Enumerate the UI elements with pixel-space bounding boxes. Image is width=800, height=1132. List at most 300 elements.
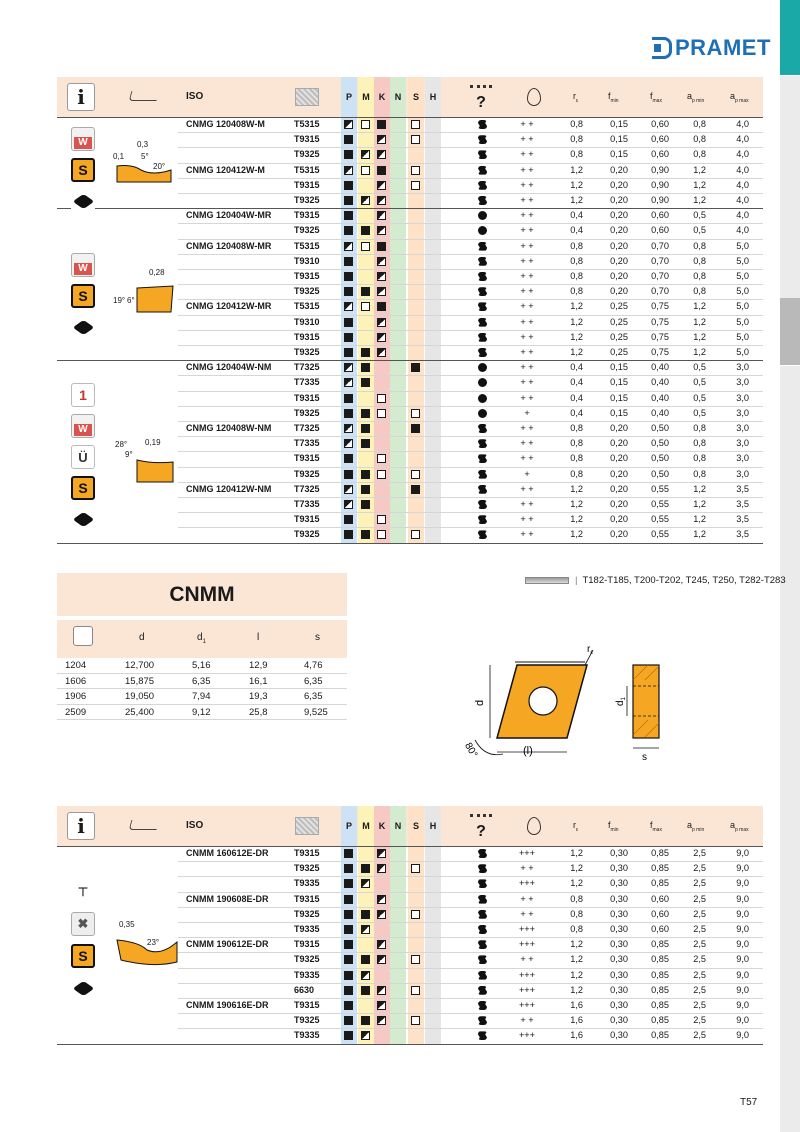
rating: + + xyxy=(520,271,534,281)
apmax-value: 4,0 xyxy=(736,164,749,175)
fmax-value: 0,70 xyxy=(651,255,669,266)
chipbreaker-dot-icon xyxy=(478,378,487,387)
fmax-value: 0,60 xyxy=(651,119,669,129)
chipbreaker-wave-icon xyxy=(478,150,487,159)
apmin-value: 0,8 xyxy=(693,423,706,433)
table-row[interactable] xyxy=(57,421,763,436)
chipbreaker-wave-icon xyxy=(478,120,487,129)
fmax-value: 0,40 xyxy=(651,377,669,388)
chipbreaker-wave-icon xyxy=(478,348,487,357)
suitability-m-icon xyxy=(361,166,370,175)
table-row[interactable] xyxy=(57,892,763,907)
profile-dimension-label: 20° xyxy=(153,162,166,171)
table-row[interactable] xyxy=(57,223,763,238)
suitability-p-icon xyxy=(344,1001,353,1010)
insert-shape-icon xyxy=(71,189,95,213)
row-divider xyxy=(178,193,763,194)
group-divider xyxy=(57,1044,763,1045)
re-value: 1,2 xyxy=(570,863,583,874)
dim-l: 16,1 xyxy=(249,675,268,687)
fmin-value: 0,30 xyxy=(610,924,628,934)
apmin-value: 2,5 xyxy=(693,1015,706,1026)
tool-icon: ⊤ xyxy=(71,880,95,904)
chipbreaker-geometry-icon xyxy=(129,91,160,101)
toolholder-divider: | xyxy=(575,575,578,586)
suitability-p-icon xyxy=(344,242,353,251)
table-row[interactable] xyxy=(57,846,763,861)
rating: + + xyxy=(520,347,534,357)
rating: + + xyxy=(520,179,534,190)
s-icon: S xyxy=(71,476,95,500)
row-divider xyxy=(178,254,763,255)
suitability-m-icon xyxy=(361,1031,370,1040)
table-row[interactable] xyxy=(57,482,763,497)
iso-designation: CNMG 120408W-MR xyxy=(186,240,272,251)
chipbreaker-wave-icon xyxy=(478,955,487,964)
iso-designation: CNMG 120408W-M xyxy=(186,119,265,129)
row-divider xyxy=(178,968,763,969)
suitability-k-icon xyxy=(377,242,386,251)
insert-shape-icon xyxy=(71,976,95,1000)
re-value: 0,8 xyxy=(570,468,583,479)
dim-size: 2509 xyxy=(65,706,87,718)
chipbreaker-wave-icon xyxy=(478,500,487,509)
row-divider xyxy=(178,467,763,468)
dimension-row[interactable] xyxy=(57,689,347,705)
suitability-k-icon xyxy=(377,1016,386,1025)
table-row[interactable] xyxy=(57,998,763,1013)
chipbreaker-wave-icon xyxy=(478,135,487,144)
row-divider xyxy=(178,937,763,938)
suitability-p-icon xyxy=(344,287,353,296)
suitability-m-icon xyxy=(361,150,370,159)
fmin-value: 0,30 xyxy=(610,1000,628,1010)
suitability-k-icon xyxy=(377,454,386,463)
table-row[interactable] xyxy=(57,512,763,527)
chipbreaker-wave-icon xyxy=(478,879,487,888)
grade: T7325 xyxy=(294,423,320,433)
suitability-p-icon xyxy=(344,879,353,888)
grade: T9315 xyxy=(294,514,320,525)
row-divider xyxy=(178,998,763,999)
apmax-value: 5,0 xyxy=(736,240,749,251)
chipbreaker-wave-icon xyxy=(478,485,487,494)
grade: T9325 xyxy=(294,908,320,919)
fmax-value: 0,85 xyxy=(651,954,669,965)
profile-dimension-label: 23° xyxy=(147,938,160,947)
rating: + + xyxy=(520,453,534,464)
apmax-value: 9,0 xyxy=(736,924,749,934)
suitability-m-icon xyxy=(361,971,370,980)
dim-size: 1606 xyxy=(65,675,87,687)
table-row[interactable] xyxy=(57,983,763,998)
fmin-value: 0,15 xyxy=(610,362,628,373)
table-row[interactable] xyxy=(57,876,763,891)
re-value: 0,4 xyxy=(570,210,583,221)
material-header-n: N xyxy=(390,77,406,117)
table-row[interactable] xyxy=(57,208,763,223)
table-row[interactable] xyxy=(57,330,763,345)
suitability-k-icon xyxy=(377,120,386,129)
suitability-k-icon xyxy=(377,864,386,873)
fmin-value: 0,20 xyxy=(610,438,628,449)
apmin-value: 2,5 xyxy=(693,969,706,980)
profile-dimension-label: 0,28 xyxy=(149,268,165,277)
info-icon: i xyxy=(67,812,95,840)
suitability-p-icon xyxy=(344,120,353,129)
rating: + + xyxy=(520,149,534,160)
suitability-p-icon xyxy=(344,409,353,418)
row-divider xyxy=(178,375,763,376)
rating: + + xyxy=(520,377,534,388)
table-row[interactable] xyxy=(57,1013,763,1028)
rating: +++ xyxy=(518,1030,536,1041)
cutting-edge-profile xyxy=(113,920,183,966)
apmin-value: 1,2 xyxy=(693,483,706,494)
row-divider xyxy=(178,1013,763,1014)
table-row[interactable] xyxy=(57,861,763,876)
info-icon: i xyxy=(67,83,95,111)
row-divider xyxy=(178,1028,763,1029)
fmin-value: 0,20 xyxy=(610,195,628,205)
re-header: $r_\varepsilon$ xyxy=(573,91,579,104)
table-row[interactable] xyxy=(57,239,763,254)
iso-designation: CNMM 190616E-DR xyxy=(186,1000,269,1010)
active-section-tab xyxy=(780,0,800,76)
material-header-s: S xyxy=(408,806,424,846)
apmax-header: $a_{p max}$ xyxy=(730,91,749,104)
suitability-k-icon xyxy=(377,895,386,904)
fmax-value: 0,85 xyxy=(651,969,669,980)
chipbreaker-wave-icon xyxy=(478,454,487,463)
apmax-value: 3,0 xyxy=(736,423,749,433)
grade: T9335 xyxy=(294,878,320,889)
fmax-value: 0,85 xyxy=(651,1000,669,1010)
apmin-value: 0,8 xyxy=(693,119,706,129)
s-icon: S xyxy=(71,284,95,308)
apmax-value: 4,0 xyxy=(736,179,749,190)
re-value: 0,8 xyxy=(570,924,583,934)
apmax-value: 3,0 xyxy=(736,468,749,479)
material-header-h: H xyxy=(425,806,441,846)
fmax-value: 0,85 xyxy=(651,848,669,858)
rating: +++ xyxy=(518,1000,536,1010)
rating: + + xyxy=(520,286,534,297)
table-row[interactable] xyxy=(57,391,763,406)
table-row[interactable] xyxy=(57,117,763,132)
chipbreaker-wave-icon xyxy=(478,1016,487,1025)
suitability-k-icon xyxy=(377,226,386,235)
suitability-p-icon xyxy=(344,211,353,220)
row-divider xyxy=(178,451,763,452)
re-value: 1,2 xyxy=(570,499,583,509)
drawing-re-label: $r_\varepsilon$ xyxy=(587,644,594,656)
apmin-value: 0,8 xyxy=(693,240,706,251)
apmin-value: 1,2 xyxy=(693,529,706,540)
fmax-value: 0,60 xyxy=(651,893,669,904)
material-texture-icon xyxy=(295,817,319,835)
fmax-value: 0,90 xyxy=(651,195,669,205)
apmin-value: 0,5 xyxy=(693,392,706,403)
suitability-m-icon xyxy=(361,986,370,995)
chipbreaker-wave-icon xyxy=(478,849,487,858)
grade: T9325 xyxy=(294,1015,320,1026)
apmax-value: 9,0 xyxy=(736,1015,749,1026)
chipbreaker-wave-icon xyxy=(478,910,487,919)
grade: T5315 xyxy=(294,119,320,129)
re-value: 1,2 xyxy=(570,969,583,980)
grade: T9325 xyxy=(294,347,320,357)
grade: T9310 xyxy=(294,255,320,266)
table-row[interactable] xyxy=(57,375,763,390)
dim-s: 6,35 xyxy=(304,691,323,702)
fmax-value: 0,60 xyxy=(651,924,669,934)
row-divider xyxy=(178,163,763,164)
fmin-value: 0,20 xyxy=(610,453,628,464)
rating: + + xyxy=(520,331,534,342)
suitability-k-icon xyxy=(377,302,386,311)
fmax-value: 0,75 xyxy=(651,331,669,342)
chipbreaker-dot-icon xyxy=(478,226,487,235)
fmin-value: 0,30 xyxy=(610,848,628,858)
grade: T9335 xyxy=(294,924,320,934)
w-icon: W xyxy=(71,414,95,438)
row-divider xyxy=(178,315,763,316)
grade: T7325 xyxy=(294,362,320,373)
rating: + + xyxy=(520,119,534,129)
cross-icon: ✖ xyxy=(71,912,95,936)
suitability-p-icon xyxy=(344,454,353,463)
row-divider xyxy=(178,983,763,984)
suitability-p-icon xyxy=(344,181,353,190)
apmin-value: 0,5 xyxy=(693,407,706,418)
table-row[interactable] xyxy=(57,254,763,269)
table-row[interactable] xyxy=(57,527,763,542)
suitability-k-icon xyxy=(377,181,386,190)
group-divider xyxy=(57,543,763,544)
suitability-s-icon xyxy=(411,470,420,479)
suitability-m-icon xyxy=(361,439,370,448)
material-texture-icon xyxy=(295,88,319,106)
re-value: 1,6 xyxy=(570,1030,583,1041)
iso-column-header: ISO xyxy=(186,91,204,102)
suitability-p-icon xyxy=(344,971,353,980)
apmax-value: 9,0 xyxy=(736,969,749,980)
suitability-m-icon xyxy=(361,378,370,387)
grade: T9325 xyxy=(294,468,320,479)
rating: + + xyxy=(520,908,534,919)
suitability-p-icon xyxy=(344,424,353,433)
fmin-value: 0,20 xyxy=(610,286,628,297)
grade: T9325 xyxy=(294,149,320,160)
suitability-s-icon xyxy=(411,424,420,433)
apmin-value: 2,5 xyxy=(693,863,706,874)
fmax-value: 0,75 xyxy=(651,316,669,327)
fmin-value: 0,30 xyxy=(610,939,628,950)
rating: + + xyxy=(520,893,534,904)
suitability-k-icon xyxy=(377,1001,386,1010)
suitability-p-icon xyxy=(344,849,353,858)
cutting-edge-profile xyxy=(113,268,183,314)
fmax-value: 0,50 xyxy=(651,453,669,464)
table-row[interactable] xyxy=(57,968,763,983)
dimension-row[interactable] xyxy=(57,705,347,721)
logo-mark-icon xyxy=(652,37,672,59)
rating: + + xyxy=(520,1015,534,1026)
apmax-value: 9,0 xyxy=(736,893,749,904)
dimension-row[interactable] xyxy=(57,674,347,690)
re-value: 1,2 xyxy=(570,331,583,342)
chipbreaker-wave-icon xyxy=(478,302,487,311)
suitability-s-icon xyxy=(411,363,420,372)
table-row[interactable] xyxy=(57,315,763,330)
iso-designation: CNMM 160612E-DR xyxy=(186,848,269,858)
table-row[interactable] xyxy=(57,345,763,360)
w-icon: W xyxy=(71,127,95,151)
suitability-m-icon xyxy=(361,485,370,494)
re-value: 1,2 xyxy=(570,514,583,525)
material-header-p: P xyxy=(341,77,357,117)
grade: T9315 xyxy=(294,1000,320,1010)
re-value: 0,4 xyxy=(570,362,583,373)
apmin-value: 0,8 xyxy=(693,286,706,297)
re-value: 0,8 xyxy=(570,255,583,266)
table-row[interactable] xyxy=(57,193,763,208)
w-icon: W xyxy=(71,253,95,277)
material-header-n: N xyxy=(390,806,406,846)
dim-d: 19,050 xyxy=(125,691,155,702)
suitability-p-icon xyxy=(344,925,353,934)
apmax-header: $a_{p max}$ xyxy=(730,820,749,833)
apmin-value: 2,5 xyxy=(693,984,706,995)
suitability-s-icon xyxy=(411,166,420,175)
insert-dimension-drawing xyxy=(455,640,675,780)
fmin-value: 0,20 xyxy=(610,164,628,175)
apmin-value: 2,5 xyxy=(693,939,706,950)
drawing-d1-label: $d_1$ xyxy=(615,697,627,706)
fmin-value: 0,20 xyxy=(610,179,628,190)
suitability-k-icon xyxy=(377,849,386,858)
re-value: 0,8 xyxy=(570,453,583,464)
coolant-drop-icon xyxy=(527,88,541,106)
chipbreaker-dot-icon xyxy=(478,363,487,372)
toolholder-list: T182-T185, T200-T202, T245, T250, T282-T283 xyxy=(582,575,786,586)
re-value: 1,2 xyxy=(570,939,583,950)
suitability-s-icon xyxy=(411,955,420,964)
fmin-value: 0,15 xyxy=(610,119,628,129)
suitability-m-icon xyxy=(361,879,370,888)
grade: T9325 xyxy=(294,407,320,418)
fmax-value: 0,70 xyxy=(651,286,669,297)
suitability-k-icon xyxy=(377,986,386,995)
apmax-value: 5,0 xyxy=(736,331,749,342)
rating: + + xyxy=(520,483,534,494)
row-divider xyxy=(178,178,763,179)
suitability-k-icon xyxy=(377,150,386,159)
re-value: 0,4 xyxy=(570,377,583,388)
apmin-value: 2,5 xyxy=(693,924,706,934)
fmax-value: 0,70 xyxy=(651,271,669,281)
apmin-value: 1,2 xyxy=(693,514,706,525)
table-row[interactable] xyxy=(57,497,763,512)
chipbreaker-wave-icon xyxy=(478,166,487,175)
iso-designation: CNMG 120408W-NM xyxy=(186,423,272,433)
suitability-p-icon xyxy=(344,864,353,873)
apmax-value: 5,0 xyxy=(736,271,749,281)
rating: + + xyxy=(520,225,534,236)
fmin-value: 0,25 xyxy=(610,316,628,327)
row-divider xyxy=(178,406,763,407)
iso-designation: CNMG 120404W-NM xyxy=(186,362,272,373)
grade: T5315 xyxy=(294,240,320,251)
dimension-row[interactable] xyxy=(57,658,347,674)
fmin-value: 0,30 xyxy=(610,984,628,995)
suitability-m-icon xyxy=(361,120,370,129)
re-value: 0,4 xyxy=(570,392,583,403)
suitability-p-icon xyxy=(344,333,353,342)
row-divider xyxy=(178,299,763,300)
suitability-k-icon xyxy=(377,409,386,418)
apmax-value: 9,0 xyxy=(736,848,749,858)
suitability-p-icon xyxy=(344,196,353,205)
chipbreaker-wave-icon xyxy=(478,424,487,433)
grade: T9315 xyxy=(294,210,320,221)
fmax-value: 0,90 xyxy=(651,164,669,175)
u-icon: Ü xyxy=(71,445,95,469)
apmin-value: 2,5 xyxy=(693,893,706,904)
suitability-k-icon xyxy=(377,530,386,539)
profile-dimension-label: 5° xyxy=(141,152,149,161)
dim-s: 6,35 xyxy=(304,675,323,687)
re-value: 1,6 xyxy=(570,1015,583,1026)
apmin-value: 0,5 xyxy=(693,362,706,373)
fmax-value: 0,85 xyxy=(651,863,669,874)
grade: T9335 xyxy=(294,1030,320,1041)
suitability-k-icon xyxy=(377,135,386,144)
apmax-value: 3,0 xyxy=(736,377,749,388)
iso-designation: CNMG 120412W-NM xyxy=(186,483,272,494)
apmin-value: 2,5 xyxy=(693,1000,706,1010)
suitability-p-icon xyxy=(344,166,353,175)
chipbreaker-wave-icon xyxy=(478,439,487,448)
apmin-value: 1,2 xyxy=(693,164,706,175)
grade: T9325 xyxy=(294,286,320,297)
apmax-value: 5,0 xyxy=(736,286,749,297)
fmin-value: 0,25 xyxy=(610,331,628,342)
table-row[interactable] xyxy=(57,360,763,375)
grade: T7335 xyxy=(294,377,320,388)
suitability-m-icon xyxy=(361,409,370,418)
suitability-m-icon xyxy=(361,348,370,357)
fmin-value: 0,30 xyxy=(610,1015,628,1026)
suitability-p-icon xyxy=(344,302,353,311)
table-row[interactable] xyxy=(57,1028,763,1043)
cnmm-title: CNMM xyxy=(57,573,347,616)
re-value: 1,2 xyxy=(570,878,583,889)
grade: T9325 xyxy=(294,529,320,540)
cutting-edge-profile xyxy=(113,140,183,186)
apmax-value: 4,0 xyxy=(736,149,749,160)
suitability-k-icon xyxy=(377,272,386,281)
suitability-s-icon xyxy=(411,530,420,539)
suitability-m-icon xyxy=(361,196,370,205)
fmin-value: 0,30 xyxy=(610,954,628,965)
apmin-value: 0,8 xyxy=(693,149,706,160)
table-row[interactable] xyxy=(57,406,763,421)
drawing-l-label: (l) xyxy=(523,745,533,757)
grade: T7335 xyxy=(294,438,320,449)
suitability-p-icon xyxy=(344,348,353,357)
